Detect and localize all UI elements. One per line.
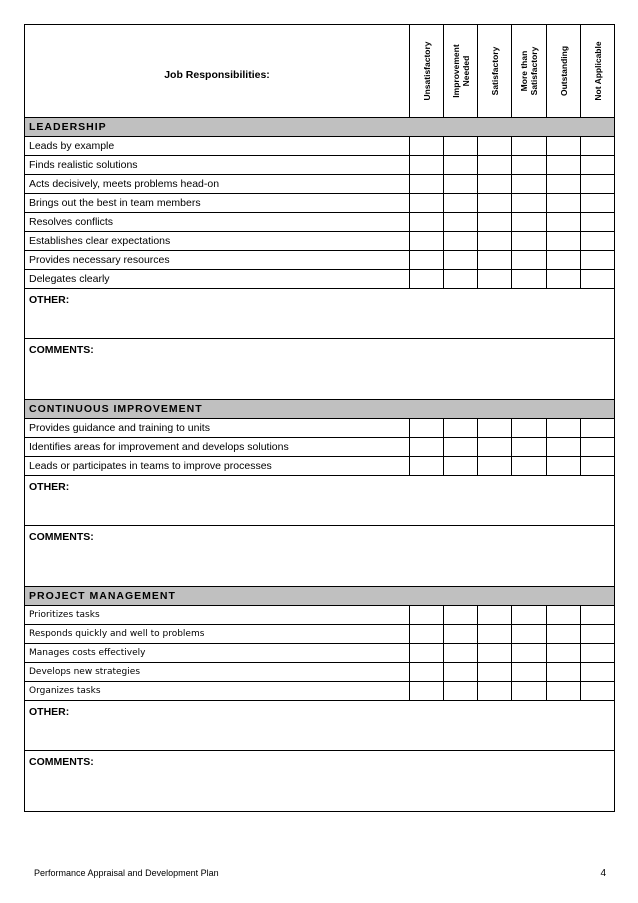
- rating-checkbox-not-applicable[interactable]: [581, 606, 615, 625]
- rating-checkbox-improvement-needed[interactable]: [444, 644, 478, 663]
- rating-checkbox-satisfactory[interactable]: [478, 682, 512, 701]
- rating-checkbox-more-than-satisfactory[interactable]: [512, 419, 547, 438]
- responsibility-label: Provides necessary resources: [25, 251, 410, 270]
- rating-checkbox-more-than-satisfactory[interactable]: [512, 251, 547, 270]
- rating-checkbox-unsatisfactory[interactable]: [410, 438, 444, 457]
- job-responsibilities-table: [24, 24, 615, 812]
- rating-checkbox-outstanding[interactable]: [547, 270, 581, 289]
- responsibility-label: Responds quickly and well to problems: [25, 625, 410, 644]
- comments-field[interactable]: COMMENTS:: [25, 339, 615, 400]
- rating-checkbox-unsatisfactory[interactable]: [410, 625, 444, 644]
- rating-checkbox-not-applicable[interactable]: [581, 457, 615, 476]
- rating-checkbox-improvement-needed[interactable]: [444, 270, 478, 289]
- rating-checkbox-not-applicable[interactable]: [581, 663, 615, 682]
- rating-checkbox-improvement-needed[interactable]: [444, 625, 478, 644]
- rating-checkbox-not-applicable[interactable]: [581, 644, 615, 663]
- rating-checkbox-more-than-satisfactory[interactable]: [512, 137, 547, 156]
- rating-checkbox-more-than-satisfactory[interactable]: [512, 194, 547, 213]
- rating-header-satisfactory: Satisfactory: [478, 25, 512, 118]
- rating-checkbox-not-applicable[interactable]: [581, 625, 615, 644]
- comments-row: [25, 526, 615, 587]
- rating-checkbox-unsatisfactory[interactable]: [410, 232, 444, 251]
- rating-checkbox-satisfactory[interactable]: [478, 175, 512, 194]
- rating-checkbox-satisfactory[interactable]: [478, 270, 512, 289]
- table-title: Job Responsibilities:: [25, 25, 410, 118]
- rating-checkbox-outstanding[interactable]: [547, 232, 581, 251]
- rating-checkbox-unsatisfactory[interactable]: [410, 175, 444, 194]
- responsibility-label: Manages costs effectively: [25, 644, 410, 663]
- other-field[interactable]: OTHER:: [25, 289, 615, 339]
- rating-checkbox-satisfactory[interactable]: [478, 419, 512, 438]
- rating-checkbox-outstanding[interactable]: [547, 251, 581, 270]
- comments-row: [25, 751, 615, 812]
- rating-checkbox-not-applicable[interactable]: [581, 213, 615, 232]
- responsibility-label: Acts decisively, meets problems head-on: [25, 175, 410, 194]
- rating-checkbox-more-than-satisfactory[interactable]: [512, 156, 547, 175]
- responsibility-label: Leads or participates in teams to improve processes: [25, 457, 410, 476]
- rating-checkbox-more-than-satisfactory[interactable]: [512, 270, 547, 289]
- appraisal-form: [24, 24, 614, 812]
- table-row: [25, 156, 615, 175]
- table-row: [25, 232, 615, 251]
- rating-checkbox-improvement-needed[interactable]: [444, 682, 478, 701]
- rating-checkbox-satisfactory[interactable]: [478, 194, 512, 213]
- comments-field[interactable]: COMMENTS:: [25, 526, 615, 587]
- section-header-leadership: [25, 118, 615, 137]
- rating-checkbox-outstanding[interactable]: [547, 213, 581, 232]
- rating-checkbox-improvement-needed[interactable]: [444, 175, 478, 194]
- rating-checkbox-unsatisfactory[interactable]: [410, 251, 444, 270]
- rating-checkbox-outstanding[interactable]: [547, 682, 581, 701]
- table-row: [25, 419, 615, 438]
- other-row: [25, 289, 615, 339]
- responsibility-label: Resolves conflicts: [25, 213, 410, 232]
- rating-checkbox-more-than-satisfactory[interactable]: [512, 457, 547, 476]
- rating-checkbox-unsatisfactory[interactable]: [410, 213, 444, 232]
- responsibility-label: Finds realistic solutions: [25, 156, 410, 175]
- rating-checkbox-more-than-satisfactory[interactable]: [512, 438, 547, 457]
- section-header-continuous-improvement: [25, 400, 615, 419]
- rating-checkbox-more-than-satisfactory[interactable]: [512, 682, 547, 701]
- rating-checkbox-satisfactory[interactable]: [478, 213, 512, 232]
- responsibility-label: Prioritizes tasks: [25, 606, 410, 625]
- rating-checkbox-not-applicable[interactable]: [581, 251, 615, 270]
- section-header-project-management: [25, 587, 615, 606]
- table-row: [25, 137, 615, 156]
- rating-checkbox-more-than-satisfactory[interactable]: [512, 175, 547, 194]
- rating-checkbox-improvement-needed[interactable]: [444, 137, 478, 156]
- rating-checkbox-not-applicable[interactable]: [581, 232, 615, 251]
- table-row: [25, 644, 615, 663]
- responsibility-label: Leads by example: [25, 137, 410, 156]
- rating-checkbox-not-applicable[interactable]: [581, 137, 615, 156]
- rating-checkbox-improvement-needed[interactable]: [444, 232, 478, 251]
- rating-checkbox-unsatisfactory[interactable]: [410, 663, 444, 682]
- table-row: [25, 682, 615, 701]
- rating-checkbox-not-applicable[interactable]: [581, 156, 615, 175]
- rating-checkbox-improvement-needed[interactable]: [444, 663, 478, 682]
- rating-checkbox-improvement-needed[interactable]: [444, 438, 478, 457]
- rating-checkbox-satisfactory[interactable]: [478, 232, 512, 251]
- page-footer: [34, 868, 606, 878]
- rating-checkbox-satisfactory[interactable]: [478, 457, 512, 476]
- rating-checkbox-improvement-needed[interactable]: [444, 156, 478, 175]
- responsibility-label: Delegates clearly: [25, 270, 410, 289]
- other-field[interactable]: OTHER:: [25, 701, 615, 751]
- rating-checkbox-not-applicable[interactable]: [581, 194, 615, 213]
- table-row: [25, 625, 615, 644]
- rating-checkbox-satisfactory[interactable]: [478, 663, 512, 682]
- rating-checkbox-unsatisfactory[interactable]: [410, 644, 444, 663]
- rating-checkbox-improvement-needed[interactable]: [444, 457, 478, 476]
- rating-checkbox-not-applicable[interactable]: [581, 438, 615, 457]
- rating-checkbox-unsatisfactory[interactable]: [410, 137, 444, 156]
- rating-checkbox-satisfactory[interactable]: [478, 625, 512, 644]
- rating-checkbox-improvement-needed[interactable]: [444, 194, 478, 213]
- rating-checkbox-satisfactory[interactable]: [478, 156, 512, 175]
- rating-checkbox-improvement-needed[interactable]: [444, 419, 478, 438]
- rating-checkbox-not-applicable[interactable]: [581, 175, 615, 194]
- other-row: [25, 701, 615, 751]
- rating-checkbox-more-than-satisfactory[interactable]: [512, 644, 547, 663]
- table-row: [25, 251, 615, 270]
- rating-checkbox-outstanding[interactable]: [547, 194, 581, 213]
- rating-checkbox-more-than-satisfactory[interactable]: [512, 213, 547, 232]
- rating-checkbox-not-applicable[interactable]: [581, 419, 615, 438]
- section-title: LEADERSHIP: [25, 118, 615, 137]
- rating-header-more-than-satisfactory: More than Satisfactory: [512, 25, 547, 118]
- rating-checkbox-improvement-needed[interactable]: [444, 251, 478, 270]
- responsibility-label: Identifies areas for improvement and develops solutions: [25, 438, 410, 457]
- rating-checkbox-outstanding[interactable]: [547, 175, 581, 194]
- rating-checkbox-more-than-satisfactory[interactable]: [512, 606, 547, 625]
- rating-header-not-applicable: Not Applicable: [581, 25, 615, 118]
- rating-checkbox-more-than-satisfactory[interactable]: [512, 232, 547, 251]
- responsibility-label: Establishes clear expectations: [25, 232, 410, 251]
- comments-row: [25, 339, 615, 400]
- rating-checkbox-outstanding[interactable]: [547, 457, 581, 476]
- rating-header-unsatisfactory: Unsatisfactory: [410, 25, 444, 118]
- responsibility-label: Organizes tasks: [25, 682, 410, 701]
- table-row: [25, 606, 615, 625]
- rating-header-outstanding: Outstanding: [547, 25, 581, 118]
- rating-checkbox-outstanding[interactable]: [547, 438, 581, 457]
- rating-checkbox-unsatisfactory[interactable]: [410, 270, 444, 289]
- header-row: [25, 25, 615, 118]
- rating-checkbox-outstanding[interactable]: [547, 625, 581, 644]
- table-row: [25, 213, 615, 232]
- rating-checkbox-outstanding[interactable]: [547, 419, 581, 438]
- table-row: [25, 194, 615, 213]
- footer-title: Performance Appraisal and Development Plan: [34, 868, 219, 878]
- other-row: [25, 476, 615, 526]
- rating-header-improvement-needed: Improvement Needed: [444, 25, 478, 118]
- rating-checkbox-outstanding[interactable]: [547, 644, 581, 663]
- rating-checkbox-satisfactory[interactable]: [478, 137, 512, 156]
- rating-checkbox-satisfactory[interactable]: [478, 644, 512, 663]
- responsibility-label: Provides guidance and training to units: [25, 419, 410, 438]
- responsibility-label: Brings out the best in team members: [25, 194, 410, 213]
- responsibility-label: Develops new strategies: [25, 663, 410, 682]
- rating-checkbox-satisfactory[interactable]: [478, 606, 512, 625]
- table-row: [25, 663, 615, 682]
- rating-checkbox-improvement-needed[interactable]: [444, 606, 478, 625]
- rating-checkbox-improvement-needed[interactable]: [444, 213, 478, 232]
- table-row: [25, 270, 615, 289]
- other-field[interactable]: OTHER:: [25, 476, 615, 526]
- rating-checkbox-unsatisfactory[interactable]: [410, 194, 444, 213]
- rating-checkbox-outstanding[interactable]: [547, 606, 581, 625]
- rating-checkbox-unsatisfactory[interactable]: [410, 682, 444, 701]
- table-row: [25, 438, 615, 457]
- rating-checkbox-not-applicable[interactable]: [581, 682, 615, 701]
- rating-checkbox-unsatisfactory[interactable]: [410, 419, 444, 438]
- rating-checkbox-outstanding[interactable]: [547, 663, 581, 682]
- page-number: 4: [600, 868, 606, 879]
- rating-checkbox-unsatisfactory[interactable]: [410, 156, 444, 175]
- rating-checkbox-more-than-satisfactory[interactable]: [512, 663, 547, 682]
- table-row: [25, 457, 615, 476]
- section-title: PROJECT MANAGEMENT: [25, 587, 615, 606]
- rating-checkbox-satisfactory[interactable]: [478, 251, 512, 270]
- rating-checkbox-unsatisfactory[interactable]: [410, 457, 444, 476]
- rating-checkbox-outstanding[interactable]: [547, 156, 581, 175]
- rating-checkbox-not-applicable[interactable]: [581, 270, 615, 289]
- rating-checkbox-satisfactory[interactable]: [478, 438, 512, 457]
- rating-checkbox-unsatisfactory[interactable]: [410, 606, 444, 625]
- comments-field[interactable]: COMMENTS:: [25, 751, 615, 812]
- rating-checkbox-outstanding[interactable]: [547, 137, 581, 156]
- rating-checkbox-more-than-satisfactory[interactable]: [512, 625, 547, 644]
- section-title: CONTINUOUS IMPROVEMENT: [25, 400, 615, 419]
- table-row: [25, 175, 615, 194]
